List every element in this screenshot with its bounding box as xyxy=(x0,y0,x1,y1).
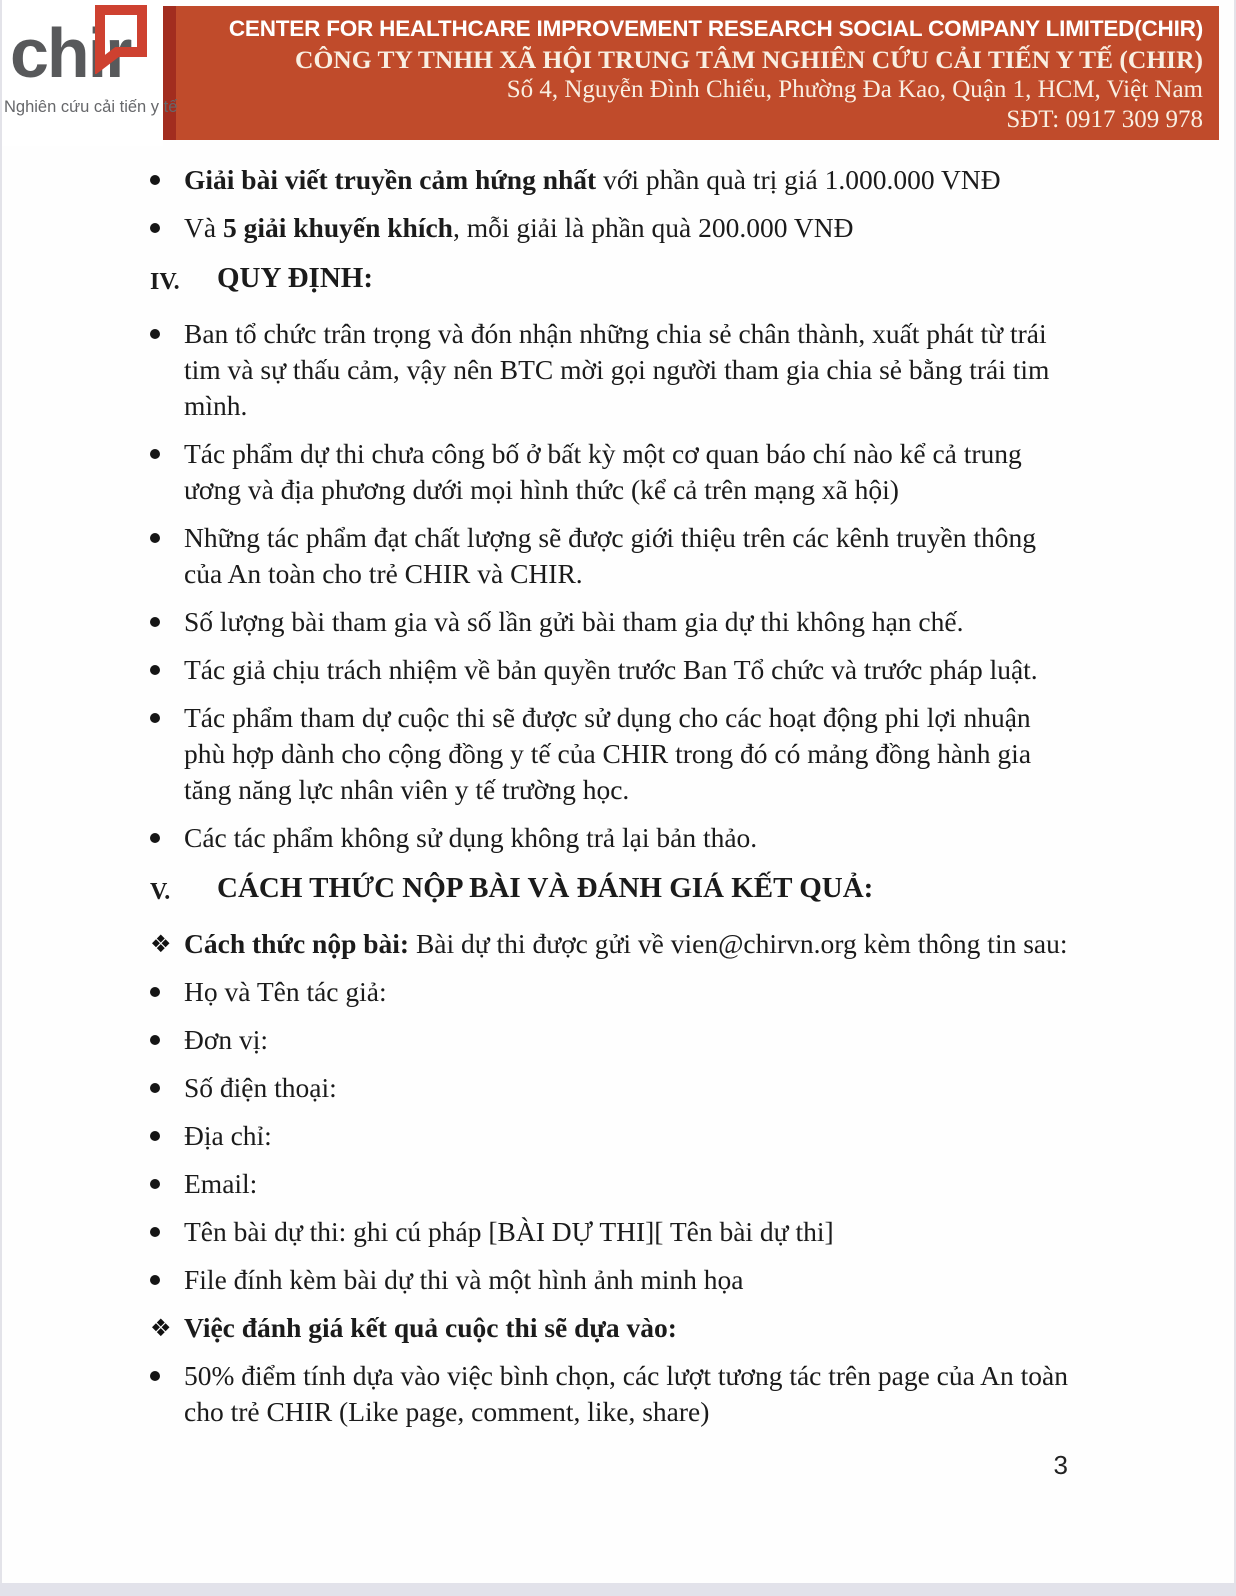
bullet-icon xyxy=(150,974,184,1010)
chir-logo-bubble-icon xyxy=(94,4,148,79)
section-heading xyxy=(150,868,1070,912)
list-item xyxy=(150,604,1070,640)
heading-number: V. xyxy=(150,879,171,905)
chir-logo-tagline: Nghiên cứu cải tiến y tế xyxy=(4,98,178,116)
chir-logo xyxy=(2,0,178,146)
company-name-english: CENTER FOR HEALTHCARE IMPROVEMENT RESEARCH SOCIAL COMPANY LIMITED(CHIR) xyxy=(228,16,1203,41)
bullet-icon xyxy=(150,316,184,424)
list-item-text: Email: xyxy=(184,1168,258,1199)
list-item-text: Tác giả chịu trách nhiệm về bản quyền trước Ban Tổ chức và trước pháp luật. xyxy=(184,654,1038,685)
page-bottom-strip xyxy=(0,1583,1236,1596)
list-item xyxy=(150,652,1070,688)
list-item-text: Tác phẩm tham dự cuộc thi sẽ được sử dụng cho các hoạt động phi lợi nhuận phù hợp dành cho cộng đồng y tế của CHIR trong đó có mảng đồng hành gia tăng năng lực nhân viên y tế trường học. xyxy=(184,702,1032,805)
company-address: Số 4, Nguyễn Đình Chiểu, Phường Đa Kao, Quận 1, HCM, Việt Nam xyxy=(506,76,1203,103)
section-heading xyxy=(150,258,1070,302)
list-item xyxy=(150,1166,1070,1202)
list-item-text: Địa chỉ: xyxy=(184,1120,272,1151)
bullet-icon xyxy=(150,1070,184,1106)
list-item xyxy=(150,1358,1070,1430)
list-item xyxy=(150,436,1070,508)
list-item-text: Các tác phẩm không sử dụng không trả lại bản thảo. xyxy=(184,822,758,853)
list-item xyxy=(150,520,1070,592)
bullet-icon xyxy=(150,700,184,808)
list-item xyxy=(150,974,1070,1010)
bullet-icon xyxy=(150,1166,184,1202)
list-item-text: File đính kèm bài dự thi và một hình ảnh minh họa xyxy=(184,1264,744,1295)
bullet-icon xyxy=(150,1358,184,1430)
bullet-icon xyxy=(150,436,184,508)
bullet-icon xyxy=(150,1022,184,1058)
bullet-icon xyxy=(150,1118,184,1154)
list-item xyxy=(150,1022,1070,1058)
list-item-text: 50% điểm tính dựa vào việc bình chọn, các lượt tương tác trên page của An toàn cho trẻ CHIR (Like page, comment, like, share) xyxy=(184,1360,1069,1427)
bullet-icon xyxy=(150,604,184,640)
company-phone: SĐT: 0917 309 978 xyxy=(1006,106,1203,133)
document-header xyxy=(2,0,1234,146)
list-item xyxy=(150,820,1070,856)
list-item-text: Tác phẩm dự thi chưa công bố ở bất kỳ một cơ quan báo chí nào kể cả trung ương và địa phương dưới mọi hình thức (kể cả trên mạng xã hội) xyxy=(184,438,1022,505)
chir-logo-text: chir xyxy=(10,14,131,92)
list-item xyxy=(150,1118,1070,1154)
list-item xyxy=(150,1262,1070,1298)
list-item xyxy=(150,1214,1070,1250)
bullet-icon xyxy=(150,520,184,592)
bullet-icon xyxy=(150,1214,184,1250)
page-number: 3 xyxy=(1053,1450,1068,1480)
list-item-text: CÁCH THỨC NỘP BÀI VÀ ĐÁNH GIÁ KẾT QUẢ: xyxy=(217,872,874,904)
list-item-text: Số điện thoại: xyxy=(184,1072,337,1103)
list-item-text: Ban tổ chức trân trọng và đón nhận những chia sẻ chân thành, xuất phát từ trái tim và sự thấu cảm, vậy nên BTC mời gọi người tham gia chia sẻ bằng trái tim mình. xyxy=(184,318,1050,421)
bullet-icon xyxy=(150,820,184,856)
diamond-bullet-icon: ❖ xyxy=(150,1314,172,1342)
bullet-icon xyxy=(150,1262,184,1298)
list-item xyxy=(150,316,1070,424)
list-item xyxy=(150,1070,1070,1106)
company-name-vietnamese: CÔNG TY TNHH XÃ HỘI TRUNG TÂM NGHIÊN CỨU CẢI TIẾN Y TẾ (CHIR) xyxy=(295,45,1203,74)
list-item xyxy=(150,926,1070,962)
list-item-text: Họ và Tên tác giả: xyxy=(184,976,387,1007)
diamond-bullet-icon: ❖ xyxy=(150,930,172,958)
bullet-icon xyxy=(150,652,184,688)
heading-number: IV. xyxy=(150,269,180,295)
list-item xyxy=(150,210,1070,246)
list-item-text: Tên bài dự thi: ghi cú pháp [BÀI DỰ THI][ Tên bài dự thi] xyxy=(184,1216,834,1247)
list-item-text: Những tác phẩm đạt chất lượng sẽ được giới thiệu trên các kênh truyền thông của An toàn cho trẻ CHIR và CHIR. xyxy=(184,522,1036,589)
list-item xyxy=(150,1310,1070,1346)
bullet-icon xyxy=(150,210,184,246)
list-item xyxy=(150,700,1070,808)
company-banner xyxy=(163,6,1219,140)
bullet-icon xyxy=(150,162,184,198)
document-body-list xyxy=(2,146,1234,1430)
list-item-text: Đơn vị: xyxy=(184,1024,269,1055)
list-item-text: Giải bài viết truyền cảm hứng nhất với phần quà trị giá 1.000.000 VNĐ xyxy=(184,164,1001,195)
list-item-text: Số lượng bài tham gia và số lần gửi bài tham gia dự thi không hạn chế. xyxy=(184,606,964,637)
list-item-text: Và 5 giải khuyến khích, mỗi giải là phần quà 200.000 VNĐ xyxy=(184,212,854,243)
list-item-text: Việc đánh giá kết quả cuộc thi sẽ dựa vào: xyxy=(184,1312,677,1343)
list-item xyxy=(150,162,1070,198)
list-item-text: QUY ĐỊNH: xyxy=(217,262,374,294)
list-item-text: Cách thức nộp bài: Bài dự thi được gửi về vien@chirvn.org kèm thông tin sau: xyxy=(184,928,1068,959)
